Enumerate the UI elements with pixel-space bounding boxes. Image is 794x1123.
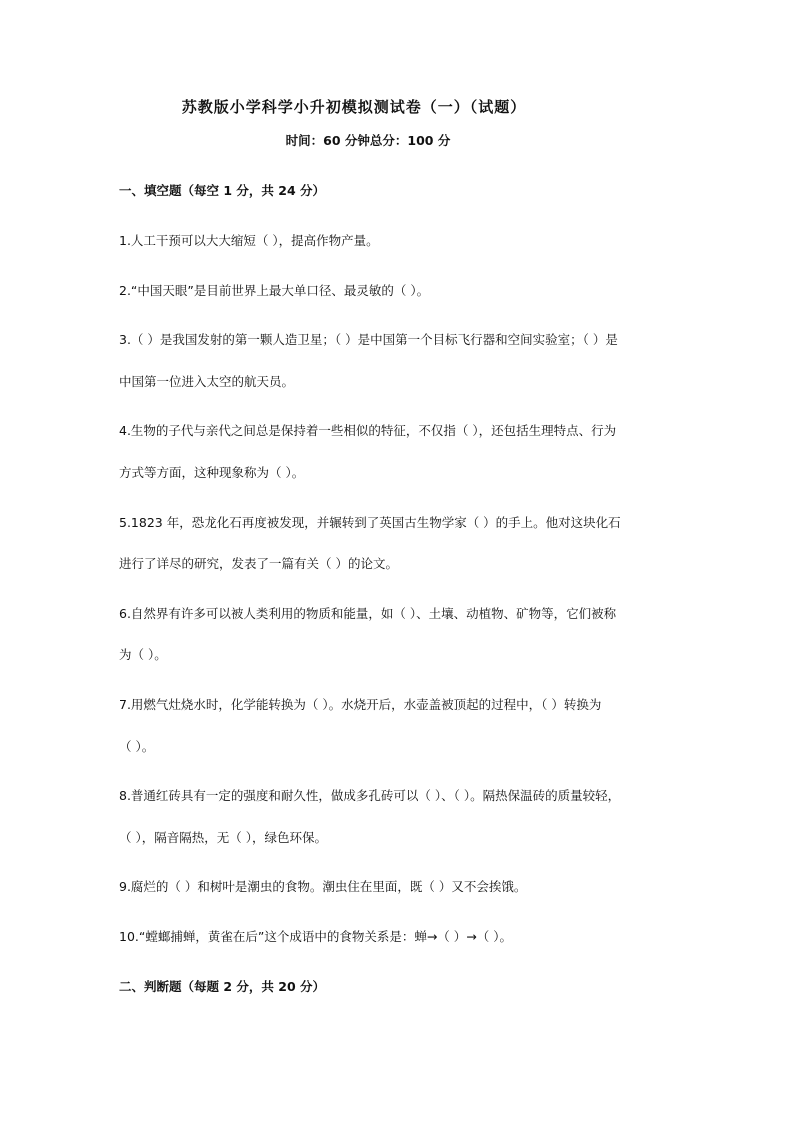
question-4-line-2: 方式等方面，这种现象称为（ ）。 — [119, 465, 305, 480]
question-6-line-2: 为（ ）。 — [119, 647, 167, 662]
exam-time-score: 时间：60 分钟总分：100 分 — [285, 133, 451, 148]
question-2-line-1: 2.“中国天眼”是目前世界上最大单口径、最灵敏的（ ）。 — [119, 283, 430, 298]
question-9-line-1: 9.腐烂的（ ）和树叶是潮虫的食物。潮虫住在里面，既（ ）又不会挨饿。 — [119, 879, 527, 894]
question-1-line-1: 1.人工干预可以大大缩短（ ），提高作物产量。 — [119, 233, 379, 248]
question-7-line-1: 7.用燃气灶烧水时，化学能转换为（ ）。水烧开后，水壶盖被顶起的过程中，（ ）转换为 — [119, 697, 602, 712]
question-8-line-1: 8.普通红砖具有一定的强度和耐久性，做成多孔砖可以（ ）、（ ）。隔热保温砖的质量较轻， — [119, 788, 621, 803]
section-heading-true-false: 二、判断题（每题 2 分，共 20 分） — [119, 979, 326, 994]
question-3-line-2: 中国第一位进入太空的航天员。 — [119, 374, 295, 389]
question-6-line-1: 6.自然界有许多可以被人类利用的物质和能量，如（ ）、土壤、动植物、矿物等，它们被称 — [119, 606, 617, 621]
question-7-line-2: （ ）。 — [119, 739, 155, 754]
question-3-line-1: 3.（ ）是我国发射的第一颗人造卫星；（ ）是中国第一个目标飞行器和空间实验室；（ ）是 — [119, 332, 618, 347]
question-5-line-2: 进行了详尽的研究，发表了一篇有关（ ）的论文。 — [119, 556, 398, 571]
question-5-line-1: 5.1823 年，恐龙化石再度被发现，并辗转到了英国古生物学家（ ）的手上。他对这块化石 — [119, 515, 621, 530]
exam-title: 苏教版小学科学小升初模拟测试卷（一）（试题） — [181, 98, 527, 116]
question-8-line-2: （ ），隔音隔热，无（ ），绿色环保。 — [119, 830, 327, 845]
section-heading-fill-in: 一、填空题（每空 1 分，共 24 分） — [119, 183, 326, 198]
question-10-line-1: 10.“螳螂捕蝉，黄雀在后”这个成语中的食物关系是：蝉→（ ）→（ ）。 — [119, 929, 512, 944]
question-4-line-1: 4.生物的子代与亲代之间总是保持着一些相似的特征，不仅指（ ），还包括生理特点、行为 — [119, 423, 617, 438]
